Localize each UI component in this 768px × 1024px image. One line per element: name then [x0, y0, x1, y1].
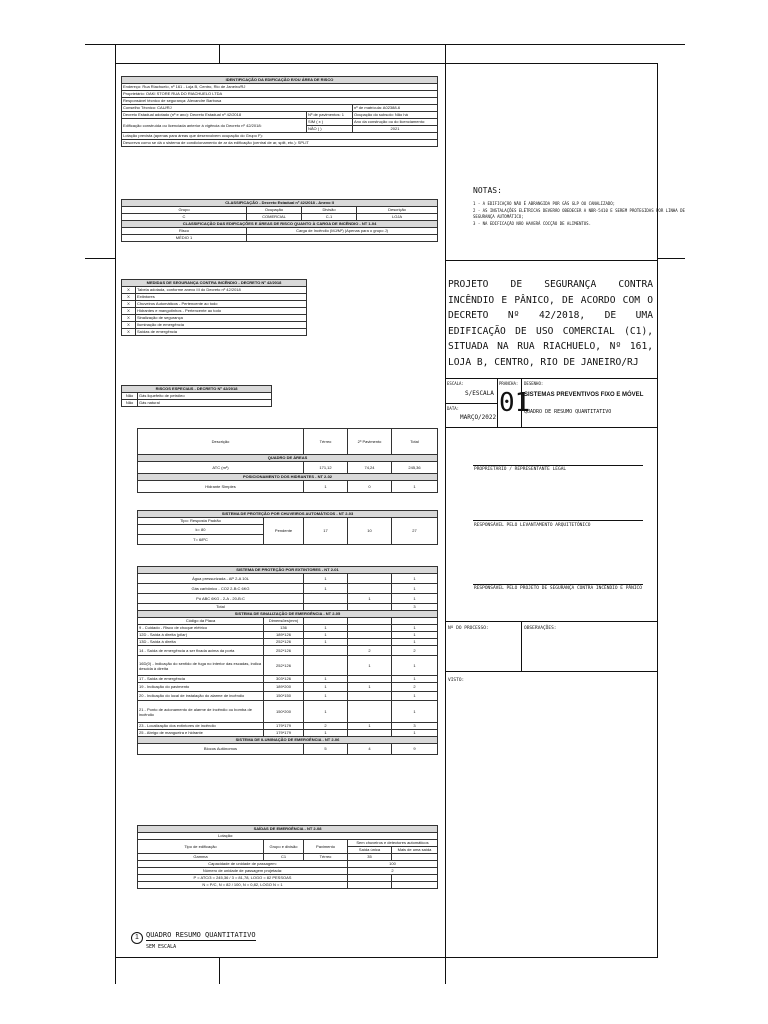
projeto-descricao: PROJETO DE SEGURANÇA CONTRA INCÊNDIO E PÂNICO, DE ACORDO COM O DECRETO Nº 42/2018, DE UMA EDIFICAÇÃO DE USO COMERCIAL (C1), SITUADA NA RUA RIACHUELO, Nº 161, LOJA B, CENTRO, RIO DE JANEIRO/RJ: [448, 279, 653, 368]
sign-line: [473, 584, 643, 585]
prancha-label: PRANCHA:: [499, 381, 519, 386]
placa: 13D - Saída à direita: [138, 639, 264, 646]
placa-total: 1: [392, 701, 438, 723]
placa-dim: 150*200: [264, 701, 304, 723]
caption-number-circle: [131, 932, 143, 944]
frame-tick-left-bottom: [219, 957, 220, 984]
iluminacao-total: 9: [392, 744, 438, 755]
placa-terreo: 1: [304, 692, 348, 701]
saidas-pav-val: Térreo: [304, 854, 348, 861]
placa-terreo: 1: [304, 676, 348, 683]
frame-top-line: [85, 44, 685, 45]
risco-mark: Não: [122, 393, 138, 400]
tb-vline: [497, 378, 498, 427]
placa-total: 1: [392, 676, 438, 683]
iluminacao-terreo: 5: [304, 744, 348, 755]
chuveiros-total: 27: [392, 518, 438, 545]
sim: SIM ( x ): [307, 119, 353, 126]
placa-2pav: 2: [348, 646, 392, 656]
tb-vline: [521, 621, 522, 671]
extintor-terreo: 1: [304, 574, 348, 584]
sign-line: [473, 465, 643, 466]
saidas-grupo-val: C1: [264, 854, 304, 861]
hidrante-2pav: 0: [348, 481, 392, 493]
placa: 23 - Localização dos extintores de incêndio: [138, 723, 264, 730]
col-terreo: Térreo: [304, 429, 348, 455]
placa-2pav: 1: [348, 656, 392, 676]
iluminacao-title: SISTEMA DE ILUMINAÇÃO DE EMERGÊNCIA - NT 2-06: [138, 737, 438, 744]
placa-total: 2: [392, 683, 438, 692]
placa-total: 1: [392, 625, 438, 632]
capacidade-val: 100: [348, 861, 438, 868]
iluminacao-label: Blocos Autônomos: [138, 744, 304, 755]
extintor-label: Pó ABC 6KG - 2-A - 20-B:C: [138, 594, 304, 604]
notas-line: SEGURANÇA AUTOMÁTICO;: [473, 214, 524, 219]
visto-label: VISTO:: [448, 678, 465, 683]
placa: 9 - Cuidado - Risco de choque elétrico: [138, 625, 264, 632]
atc-total: 245,36: [392, 462, 438, 474]
escala: S/ESCALA: [465, 390, 494, 397]
placa-dim: 136: [264, 625, 304, 632]
placa: 20 - Indicação do local de instalação do alarme de incêndio: [138, 692, 264, 701]
placa-total: 2: [392, 646, 438, 656]
endereco: Endereço: Rua Riachuelo, nº 161 - Loja B, Centro, Rio de Janeiro/RJ: [122, 84, 438, 91]
processo-label: Nº DO PROCESSO:: [448, 626, 489, 631]
hidrante-total: 1: [392, 481, 438, 493]
escala-label: ESCALA:: [447, 381, 464, 386]
total-val: 3: [392, 604, 438, 611]
placa-terreo: 1: [304, 730, 348, 737]
medida-label: Sinalização de segurança: [136, 315, 307, 322]
tb-line: [445, 260, 658, 261]
placa-total: 1: [392, 730, 438, 737]
placa-terreo: 1: [304, 639, 348, 646]
placa-dim: 150*150: [264, 692, 304, 701]
decreto: Decreto Estadual adotado (nº e ano): Decreto Estadual nº 42/2018: [122, 112, 307, 119]
data-label: DATA:: [447, 406, 460, 411]
col-grupo: Grupo: [122, 207, 247, 214]
responsavel: Responsável técnico de segurança: Alexandre Barbosa: [122, 98, 438, 105]
col-divisao: Divisão: [302, 207, 357, 214]
atc-label: ATC (m²): [138, 462, 304, 474]
chuveiros-pendente: Pendente: [264, 518, 304, 545]
placa-terreo: 1: [304, 701, 348, 723]
placa-terreo: [304, 646, 348, 656]
descricao-val: LOJA: [357, 214, 438, 221]
frame-inner-bottom: [115, 957, 658, 958]
capacidade-label: Capacidade de unidade de passagem:: [138, 861, 348, 868]
desenho1: SISTEMAS PREVENTIVOS FIXO E MÓVEL: [524, 392, 644, 398]
medida-mark: X: [122, 294, 136, 301]
risco-label: Gás natural: [138, 400, 272, 407]
placa-dim: 303*126: [264, 676, 304, 683]
extintor-label: Gás carbônico - CO2 2-B:C 6KG: [138, 584, 304, 594]
notas-line: 3 - NA EDIFICAÇÃO NÃO HAVERÁ COCÇÃO DE ALIMENTOS.: [473, 221, 592, 226]
risco-header: Risco: [122, 228, 247, 235]
extintor-2pav: 1: [348, 594, 392, 604]
tb-line: [445, 621, 658, 622]
extintores-sinalizacao-table: [137, 566, 438, 755]
tb-line: [445, 427, 658, 428]
divisao-val: C-1: [302, 214, 357, 221]
placa: 12D - Saída à direita (pilar): [138, 632, 264, 639]
medida-label: Hidrantes e mangotinhos - Pertencente ao todo: [136, 308, 307, 315]
placa-2pav: 1: [348, 723, 392, 730]
placa-dim: 189*200: [264, 683, 304, 692]
placa-total: 1: [392, 639, 438, 646]
saidas-unica: Saída única: [348, 847, 392, 854]
frame-tick-row-right: [657, 258, 685, 259]
placa: 21 - Ponto de acionamento de alarme de incêndio ou bomba de incêndio: [138, 701, 264, 723]
iluminacao-2pav: 4: [348, 744, 392, 755]
classificacao-table: [121, 199, 438, 242]
col-descricao: Descrição: [138, 429, 304, 455]
saidas-table: [137, 825, 438, 889]
medida-label: Saídas de emergência: [136, 329, 307, 336]
extintor-terreo: 1: [304, 584, 348, 594]
chuveiros-terreo: 17: [304, 518, 348, 545]
medida-mark: X: [122, 322, 136, 329]
placa-total: 3: [392, 723, 438, 730]
placa: 19 - Indicação do pavimento: [138, 683, 264, 692]
tb-line: [445, 671, 658, 672]
total-label: Total: [138, 604, 304, 611]
caption-number: 1: [135, 934, 139, 941]
extintor-total: 1: [392, 574, 438, 584]
placa-total: 1: [392, 692, 438, 701]
extintor-total: 1: [392, 584, 438, 594]
placa-terreo: 2: [304, 723, 348, 730]
medida-mark: X: [122, 287, 136, 294]
placa-2pav: [348, 639, 392, 646]
riscos-title: RISCOS ESPECIAIS - DECRETO Nº 42/2018: [122, 386, 272, 393]
proprietario-label: PROPRIETÁRIO / REPRESENTANTE LEGAL: [474, 467, 567, 472]
frame-right-line: [657, 63, 658, 958]
prancha: 01: [499, 388, 531, 418]
saidas-mais: Mais de uma saída: [392, 847, 438, 854]
placa-2pav: 1: [348, 683, 392, 692]
hidrantes-title: POSICIONAMENTO DOS HIDRANTES - NT 2-02: [138, 474, 438, 481]
col-2pav: 2º Pavimento: [348, 429, 392, 455]
chuveiros-table: [137, 510, 438, 545]
placa-2pav: [348, 692, 392, 701]
data: MARÇO/2022: [460, 414, 497, 421]
saidas-unica-val: 35: [348, 854, 392, 861]
medida-label: Extintores: [136, 294, 307, 301]
placa-terreo: 1: [304, 625, 348, 632]
saidas-grupo: Grupo e divisão: [264, 840, 304, 854]
carga-header: Carga de Incêndio (MJ/M²) (Apenas para o grupo J): [247, 228, 438, 235]
extintor-terreo: [304, 594, 348, 604]
caption-title: QUADRO RESUMO QUANTITATIVO: [146, 931, 256, 939]
grupo-val: C: [122, 214, 247, 221]
atc-terreo: 171,12: [304, 462, 348, 474]
tb-line: [445, 378, 658, 379]
notas-line: 1 - A EDIFICAÇÃO NÃO É ABRANGIDA POR GÁS GLP OU CANALIZADO;: [473, 201, 616, 206]
medida-mark: X: [122, 315, 136, 322]
saidas-lotacao: Lotação:: [138, 833, 438, 840]
extintor-2pav: [348, 574, 392, 584]
chuveiros-2pav: 10: [348, 518, 392, 545]
riscos-table: [121, 385, 272, 407]
chuveiros-k: k= 80: [138, 525, 264, 535]
chuveiros-title: SISTEMA DE PROTEÇÃO POR CHUVEIROS AUTOMÁTICOS - NT 2-03: [138, 511, 438, 518]
frame-inner-top: [115, 63, 658, 64]
col-total: Total: [392, 429, 438, 455]
col-dim: Dimensões(mm): [264, 618, 304, 625]
resp-arq-label: RESPONSÁVEL PELO LEVANTAMENTO ARQUITETÔNICO: [474, 523, 591, 528]
placa: 14 - Saída de emergência a ser fixada acima da porta: [138, 646, 264, 656]
placa-2pav: [348, 676, 392, 683]
notas-line: 2 - AS INSTALAÇÕES ELÉTRICAS DEVERÃO OBEDECER A NBR-5410 E SEREM PROTEGIDAS POR LINHA DE: [473, 208, 685, 213]
frame-tick-row: [85, 258, 116, 259]
saidas-tipo: Tipo de edificação: [138, 840, 264, 854]
ocupacao-val: COMERCIAL: [247, 214, 302, 221]
carga-title: CLASSIFICAÇÃO DAS EDIFICAÇÕES E ÁREAS DE RISCO QUANTO À CARGA DE INCÊNDIO - NT 1-04: [122, 221, 438, 228]
placa-dim: 179*179: [264, 730, 304, 737]
risco-val: MÉDIO 1: [122, 235, 247, 242]
risco-mark: Não: [122, 400, 138, 407]
nao: NÃO ( ): [307, 126, 353, 133]
proprietario: Proprietário: OAKI STORE RUA DO RIACHUELO LTDA: [122, 91, 438, 98]
medida-mark: X: [122, 301, 136, 308]
saidas-title: SAÍDAS DE EMERGÊNCIA - NT 2-08: [138, 826, 438, 833]
placa: 17 - Saída de emergência: [138, 676, 264, 683]
frame-middle-line: [445, 44, 446, 984]
areas-title: QUADRO DE ÁREAS: [138, 455, 438, 462]
placa-total: 1: [392, 632, 438, 639]
frame-left-line: [115, 44, 116, 984]
atc-2pav: 74,24: [348, 462, 392, 474]
placa-dim: 252*126: [264, 646, 304, 656]
medidas-title: MEDIDAS DE SEGURANÇA CONTRA INCÊNDIO - DECRETO Nº 42/2018: [122, 280, 307, 287]
classificacao-title: CLASSIFICAÇÃO - Decreto Estadual nº 42/2018 - Anexo II: [122, 200, 438, 207]
ano: 2021: [353, 126, 438, 133]
placa-terreo: 1: [304, 683, 348, 692]
medida-label: Iluminação de emergência: [136, 322, 307, 329]
identificacao-title: IDENTIFICAÇÃO DA EDIFICAÇÃO E/OU ÁREA DE RISCO: [122, 77, 438, 84]
caption-scale: SEM ESCALA: [146, 944, 177, 950]
saidas-pav: Pavimento: [304, 840, 348, 854]
chuveiros-t: T= 68ºC: [138, 535, 264, 545]
calc1: P = ATC/3 = 245,36 / 3 = 81,78, LOGO = 82 PESSOAS: [138, 875, 348, 882]
hidrante-label: Hidrante Simples: [138, 481, 304, 493]
medida-mark: X: [122, 329, 136, 336]
placa-terreo: [304, 656, 348, 676]
saidas-tipo-val: Gamma: [138, 854, 264, 861]
placa: 16D(0) - Indicação do sentido de fuga no interior das escadas, indica descida à direita: [138, 656, 264, 676]
col-ocupacao: Ocupação: [247, 207, 302, 214]
observacoes-label: OBSERVAÇÕES:: [524, 626, 557, 631]
conselho: Conselho Técnico: CAU/RJ: [122, 105, 353, 112]
pavimentos: Nº de pavimentos: 1: [307, 112, 353, 119]
placa-2pav: [348, 632, 392, 639]
extintor-total: 1: [392, 594, 438, 604]
placa-dim: 252*126: [264, 639, 304, 646]
matricula: nº de matrícula: A02388-6: [353, 105, 438, 112]
sign-line: [473, 520, 643, 521]
placa-dim: 189*126: [264, 632, 304, 639]
placa-dim: 179*179: [264, 723, 304, 730]
extintor-2pav: [348, 584, 392, 594]
desenho2: QUADRO DE RESUMO QUANTITATIVO: [524, 409, 612, 415]
placa-2pav: [348, 701, 392, 723]
saidas-sem: Sem chuveiros e detectores automáticos: [348, 840, 438, 847]
medida-label: Tabela adotada, conforme anexo III do Decreto nº 42/2018: [136, 287, 307, 294]
placa-2pav: [348, 730, 392, 737]
placa-terreo: 1: [304, 632, 348, 639]
col-placa: Código da Placa: [138, 618, 264, 625]
medida-mark: X: [122, 308, 136, 315]
extintores-title: SISTEMA DE PROTEÇÃO POR EXTINTORES - NT 2-01: [138, 567, 438, 574]
placa-dim: 252*126: [264, 656, 304, 676]
placa: 25 - Abrigo de mangueira e hidrante: [138, 730, 264, 737]
placa-2pav: [348, 625, 392, 632]
notas-title: NOTAS:: [473, 186, 502, 195]
subsolo: Ocupação do subsolo: Não há: [353, 112, 438, 119]
desenho-label: DESENHO:: [524, 381, 544, 386]
ano-label: Ano da construção ou do licenciamento:: [353, 119, 438, 126]
numero-val: 2: [348, 868, 438, 875]
frame-tick-left: [219, 44, 220, 64]
condicionamento: Descreva como se dá o sistema de condicionamento de ar da edificação (central de ar, split, etc.): SPLIT: [122, 140, 438, 147]
quadro-areas-table: [137, 428, 438, 493]
risco-label: Gás liquefeito de petróleo: [138, 393, 272, 400]
medidas-table: [121, 279, 307, 336]
medida-label: Chuveiros Automáticos - Pertencente ao todo: [136, 301, 307, 308]
hidrante-terreo: 1: [304, 481, 348, 493]
identificacao-table: [121, 76, 438, 147]
sinalizacao-title: SISTEMA DE SINALIZAÇÃO DE EMERGÊNCIA - NT 2-05: [138, 611, 438, 618]
chuveiros-tipo: Tipo: Resposta Padrão: [138, 518, 264, 525]
col-descricao: Descrição: [357, 207, 438, 214]
tb-hline: [445, 403, 497, 404]
placa-total: 1: [392, 656, 438, 676]
extintor-label: Água pressurizada - AP 2-A 10L: [138, 574, 304, 584]
calc2: N = P/C, N = 82 / 100, N = 0,82, LOGO N = 1: [138, 882, 348, 889]
lotacao: Lotação prevista (apenas para áreas que desenvolvem ocupação do Grupo F):: [122, 133, 438, 140]
edificacao-label: Edificação construída ou licenciada anterior à vigência do Decreto nº 42/2018:: [122, 119, 307, 133]
numero-label: Número de unidade de passagem projetada:: [138, 868, 348, 875]
resp-proj-label: RESPONSÁVEL PELO PROJETO DE SEGURANÇA CONTRA INCÊNDIO E PÂNICO: [474, 586, 642, 591]
